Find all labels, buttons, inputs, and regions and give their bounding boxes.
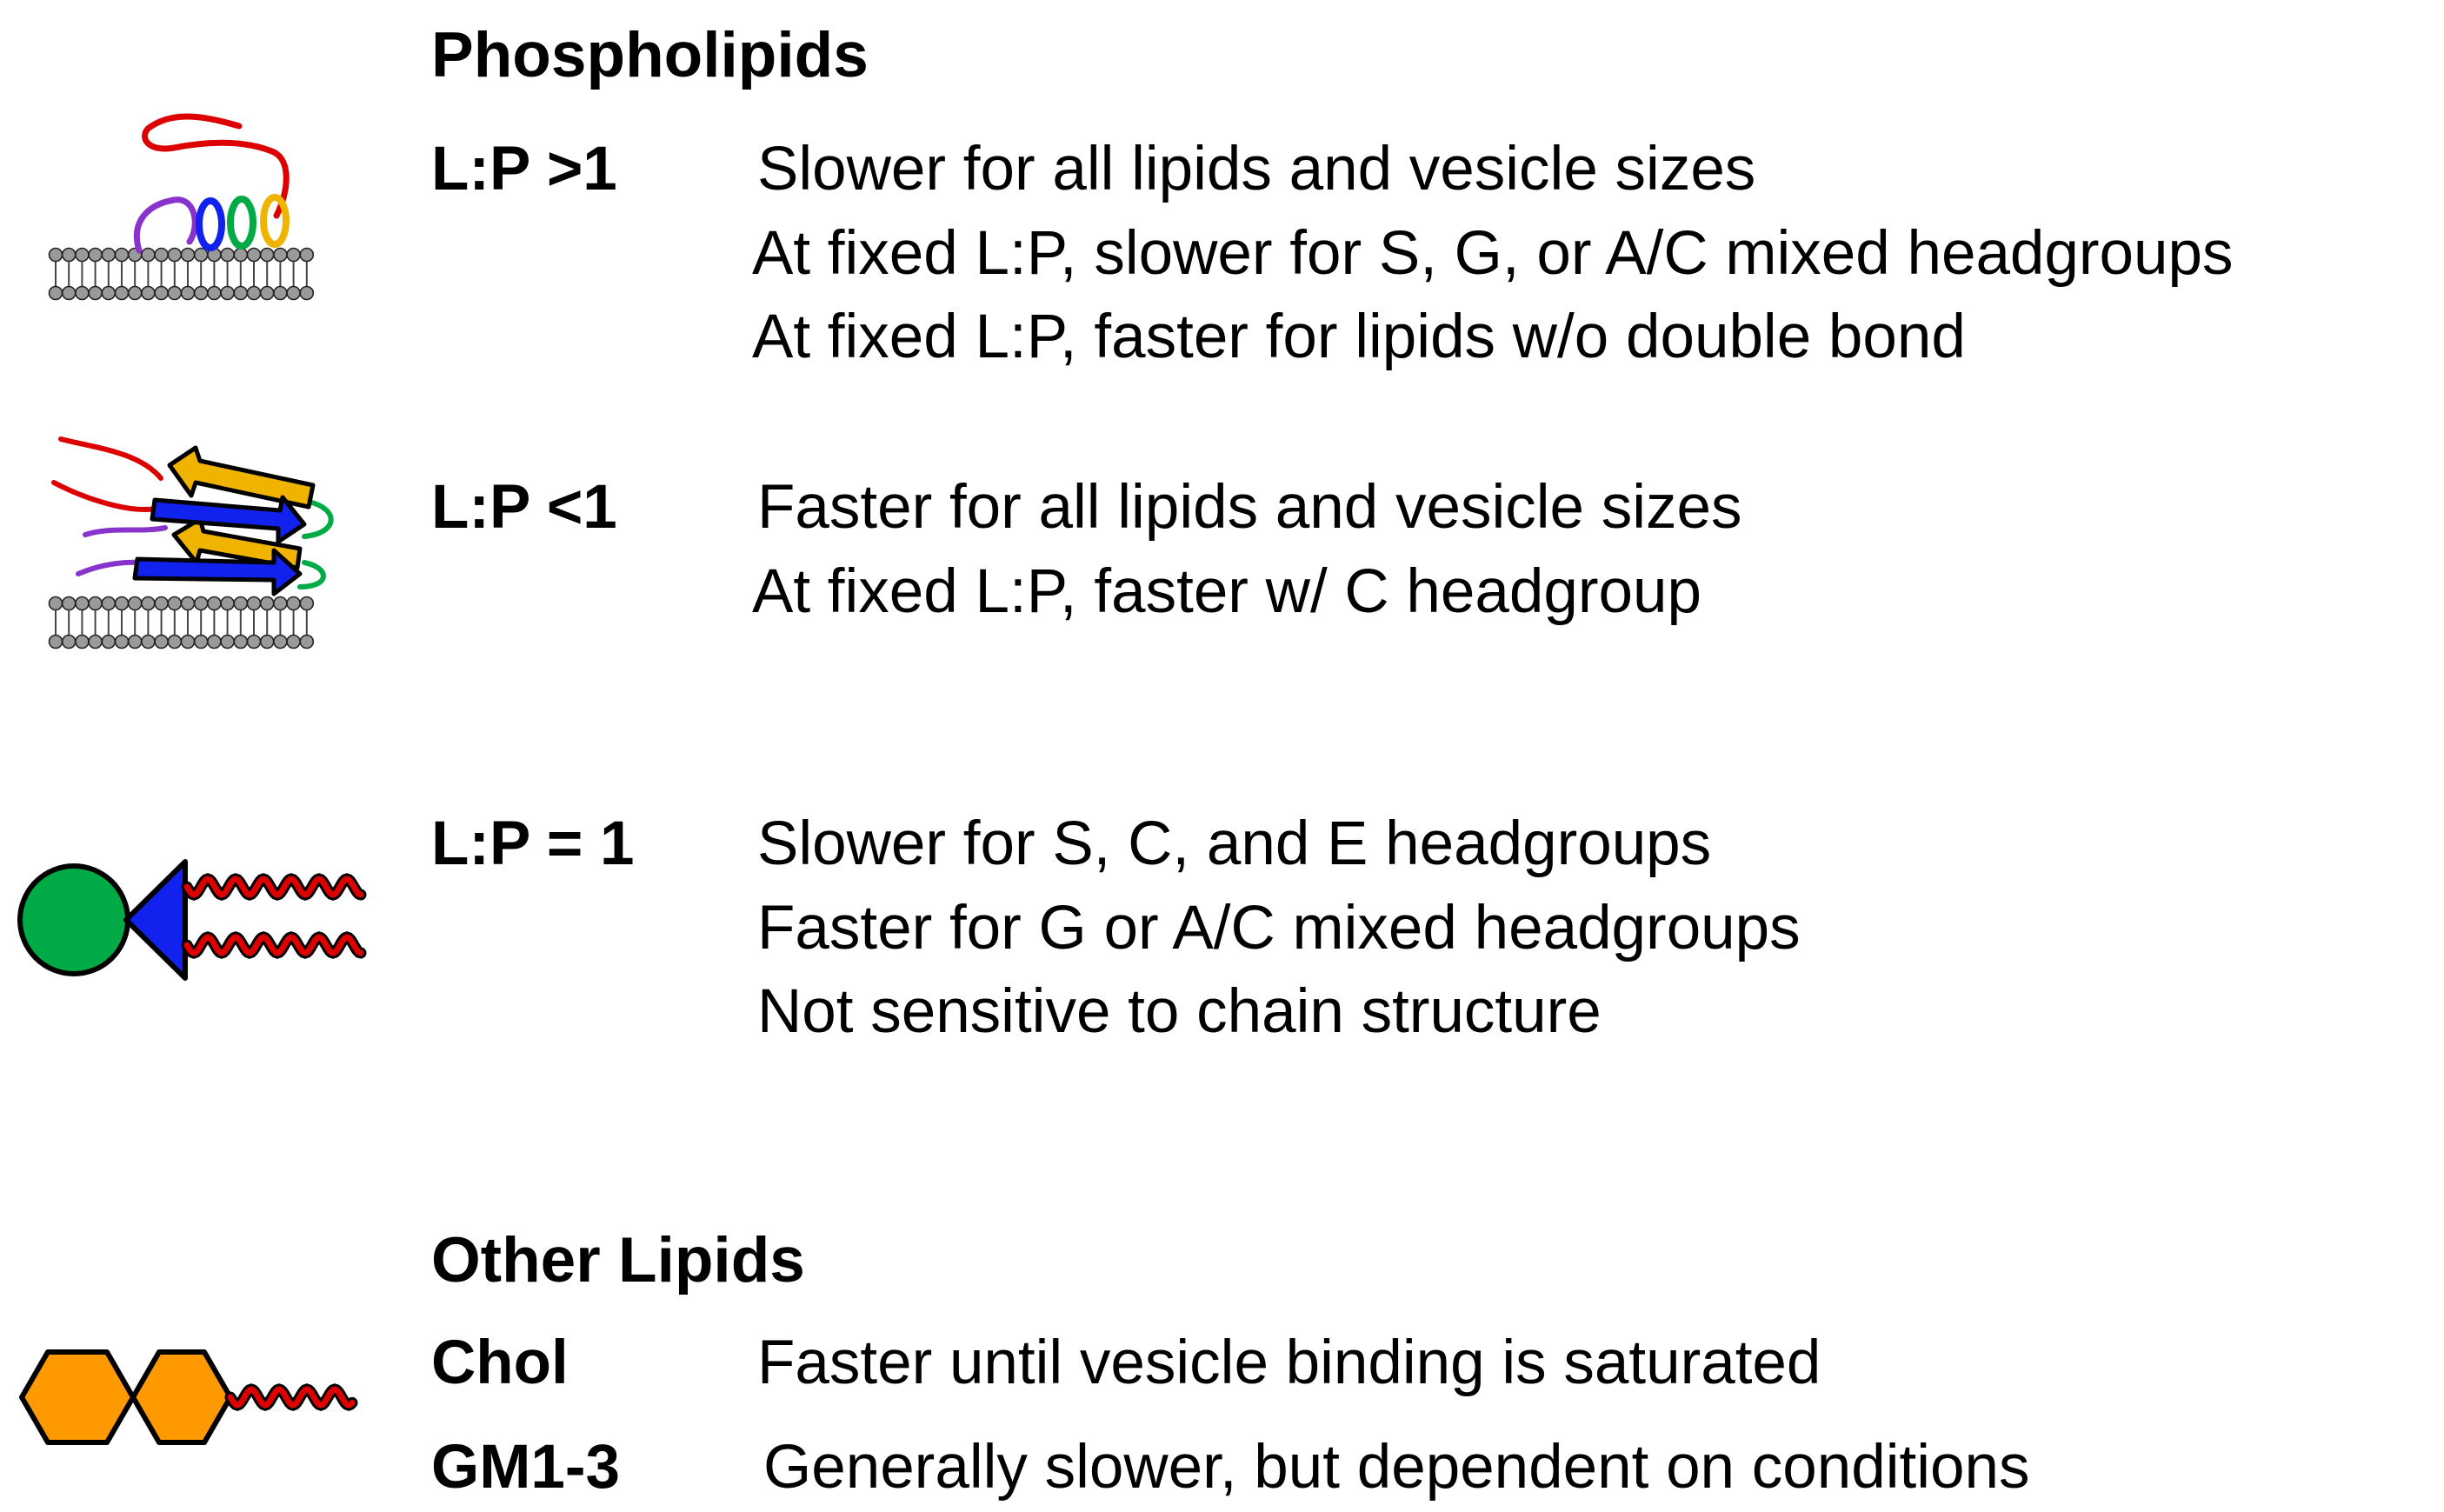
row-label-lp-less-1: L:P <1 [431, 473, 617, 542]
membrane [50, 249, 314, 300]
row-label-gm1-3: GM1-3 [431, 1433, 620, 1502]
row-lp-less-1-line-1: Faster for all lipids and vesicle sizes [757, 473, 1742, 542]
other-lipids-heading: Other Lipids [431, 1225, 805, 1296]
cholesterol-molecule-icon [13, 1343, 361, 1448]
row-lp-greater-1-line-1: Slower for all lipids and vesicle sizes [757, 135, 1756, 203]
row-lp-equal-1-line-1: Slower for S, C, and E headgroups [757, 809, 1712, 878]
membrane [50, 597, 314, 649]
row-gm1-3-line-1: Generally slower, but dependent on conditions [763, 1433, 2030, 1502]
row-label-lp-equal-1: L:P = 1 [431, 809, 635, 878]
row-lp-equal-1-line-2: Faster for G or A/C mixed headgroups [757, 894, 1801, 962]
phospholipids-heading: Phospholipids [431, 20, 869, 90]
row-lp-less-1-line-2: At fixed L:P, faster w/ C headgroup [752, 557, 1701, 626]
row-lp-greater-1-line-3: At fixed L:P, faster for lipids w/o double bond [752, 303, 1966, 371]
row-lp-greater-1-line-2: At fixed L:P, slower for S, G, or A/C mixed headgroups [752, 219, 2234, 288]
single-lipid-molecule-icon [13, 848, 370, 996]
row-lp-equal-1-line-3: Not sensitive to chain structure [757, 977, 1602, 1046]
helical-peptide-on-membrane-icon [43, 113, 348, 313]
row-label-lp-greater-1: L:P >1 [431, 135, 617, 203]
row-chol-line-1: Faster until vesicle binding is saturated [757, 1329, 1821, 1397]
beta-sheet-peptide-on-membrane-icon [43, 430, 348, 656]
row-label-chol: Chol [431, 1329, 569, 1397]
